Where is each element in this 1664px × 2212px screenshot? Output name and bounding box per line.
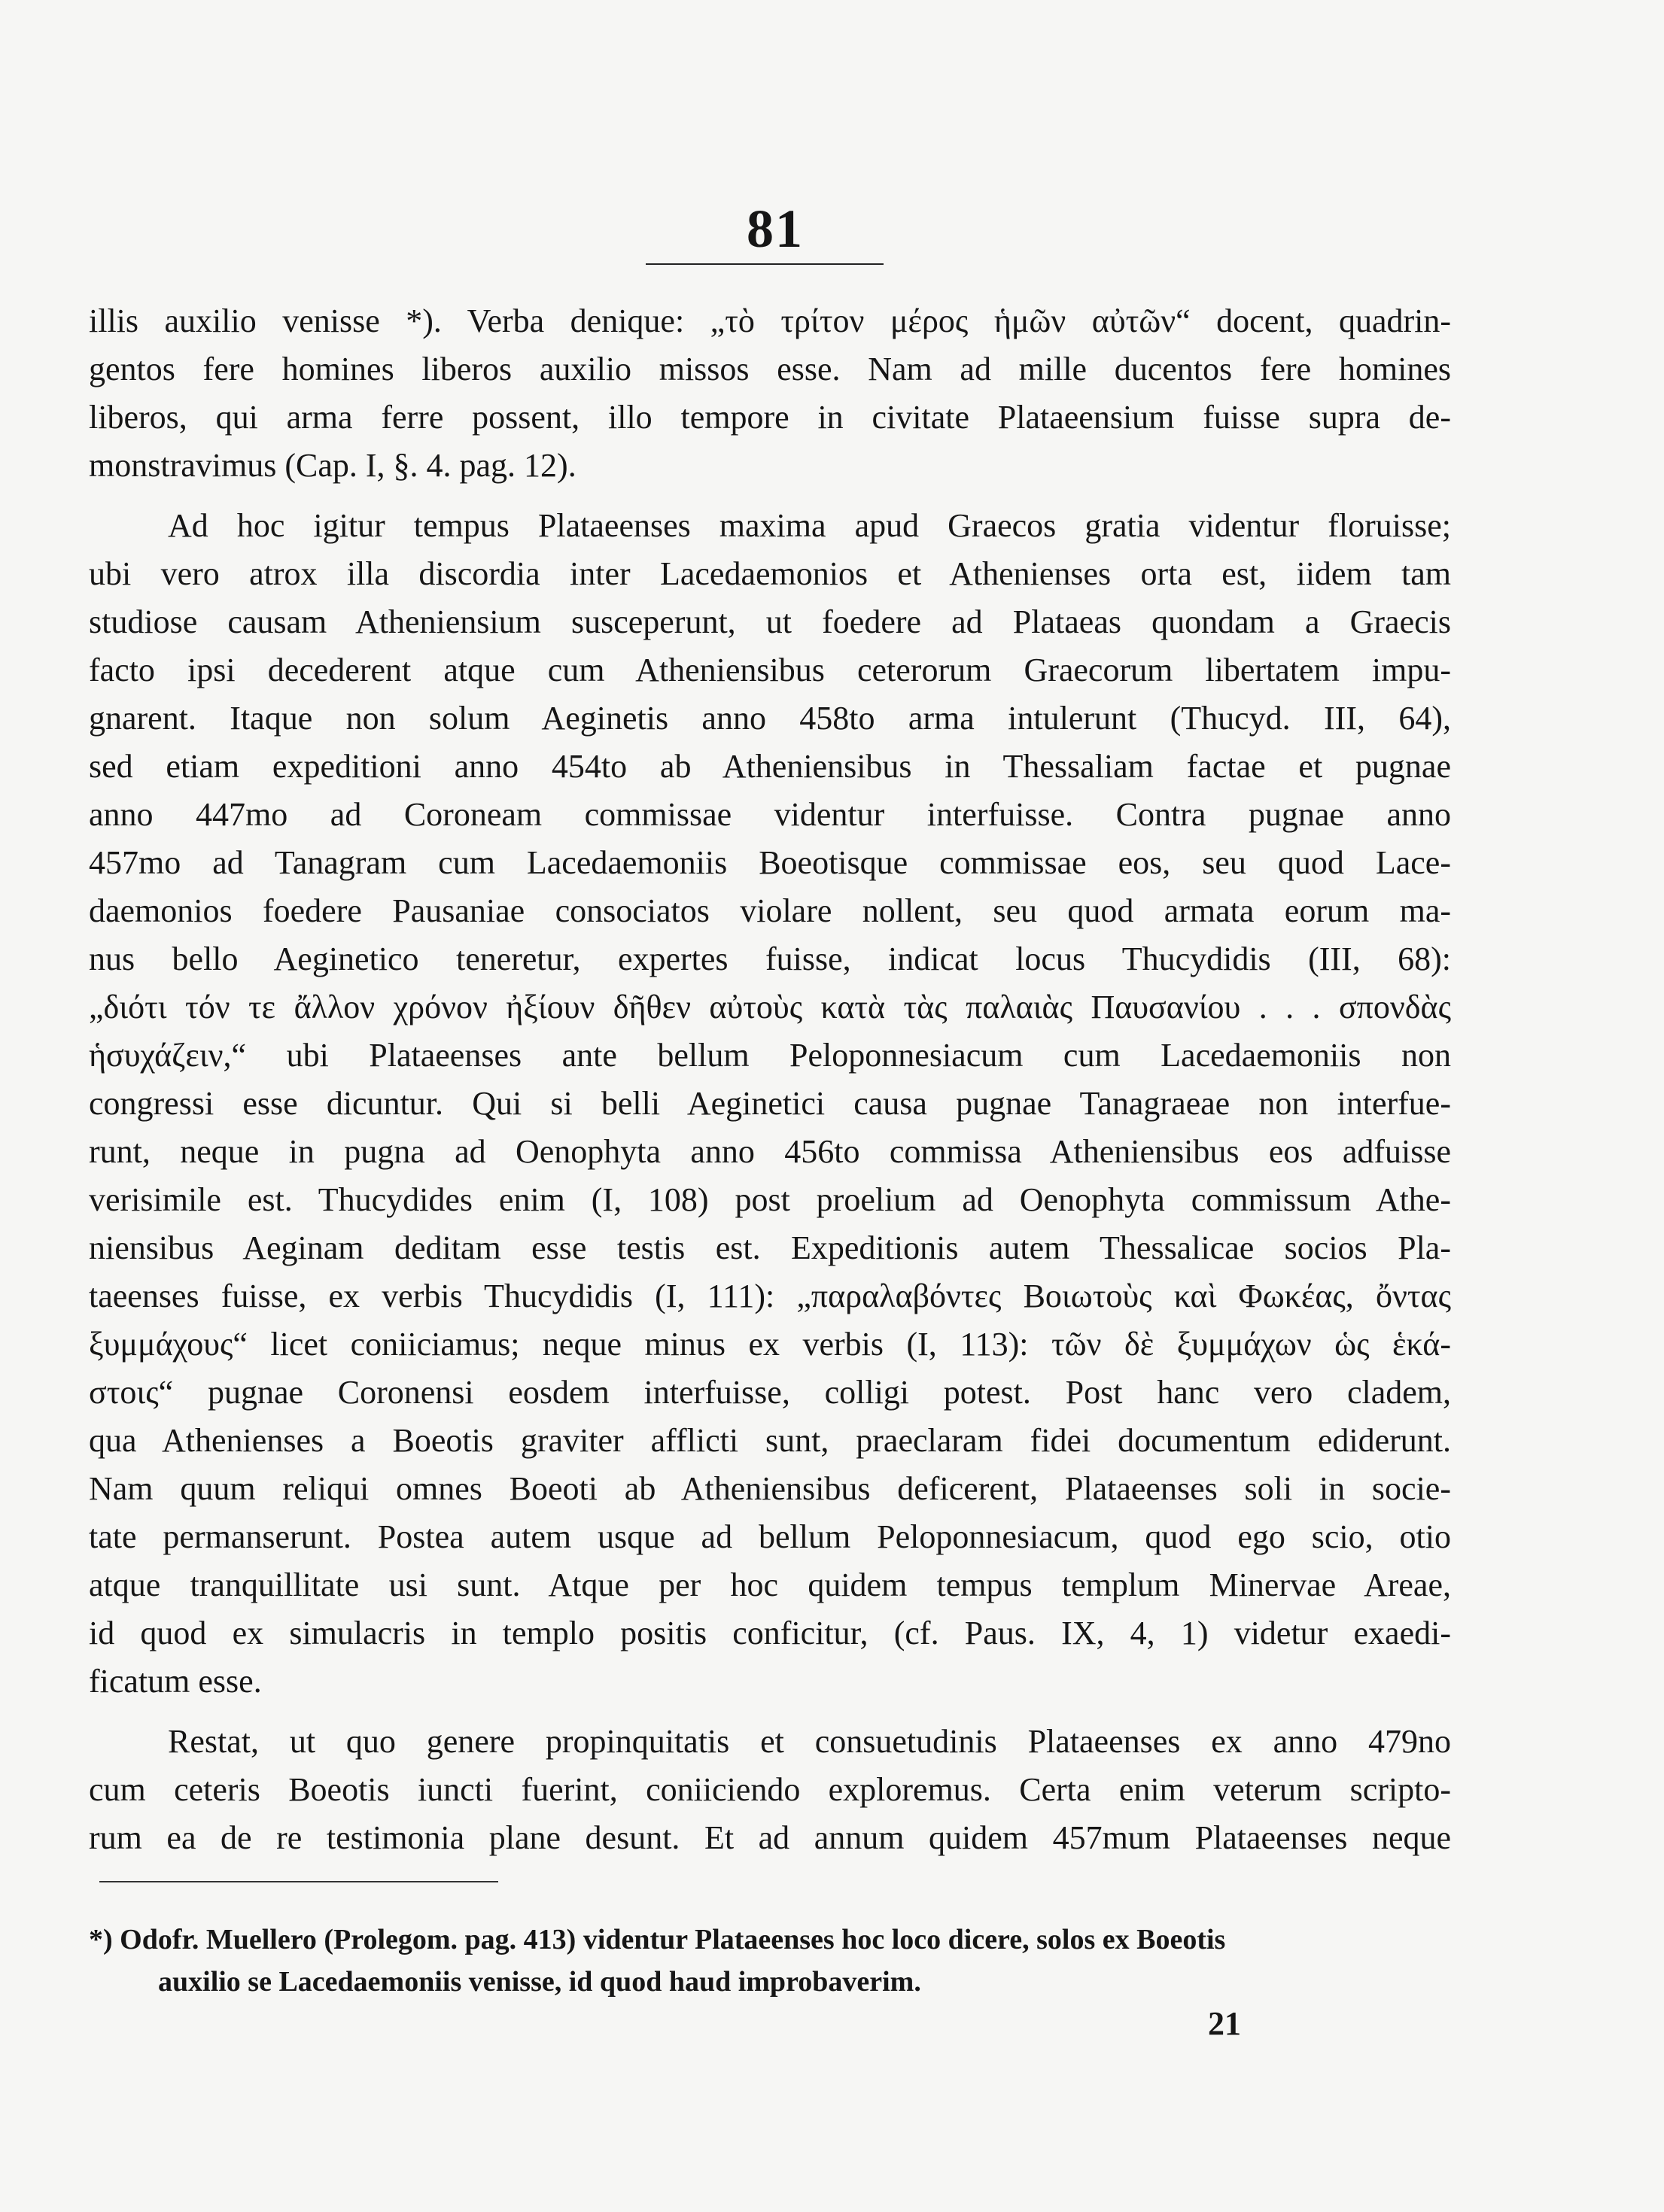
text-line: verisimile est. Thucydides enim (I, 108) post proelium ad Oenophyta commissum Athe- [89, 1181, 1451, 1218]
paragraph-gap [89, 490, 1451, 502]
paragraph-gap [89, 1706, 1451, 1718]
text-line: daemonios foedere Pausaniae consociatos violare nollent, seu quod armata eorum ma- [89, 892, 1451, 929]
text-line: tate permanserunt. Postea autem usque ad bellum Peloponnesiacum, quod ego scio, otio [89, 1518, 1451, 1555]
text-line: 457mo ad Tanagram cum Lacedaemoniis Boeotisque commissae eos, seu quod Lace- [89, 844, 1451, 881]
text-line: sed etiam expeditioni anno 454to ab Atheniensibus in Thessaliam factae et pugnae [89, 748, 1451, 785]
text-line: Ad hoc igitur tempus Plataeenses maxima apud Graecos gratia videntur floruisse; [168, 507, 1451, 544]
signature-mark: 21 [1208, 2005, 1241, 2042]
text-line: ficatum esse. [89, 1663, 262, 1700]
footnote-line: auxilio se Lacedaemoniis venisse, id quod haud improbaverim. [158, 1966, 921, 1998]
text-line: id quod ex simulacris in templo positis conficitur, (cf. Paus. IX, 4, 1) videtur exaedi- [89, 1615, 1451, 1651]
text-line: gnarent. Itaque non solum Aeginetis anno 458to arma intulerunt (Thucyd. III, 64), [89, 700, 1451, 737]
text-line: liberos, qui arma ferre possent, illo tempore in civitate Plataeensium fuisse supra de- [89, 399, 1451, 436]
text-line: ἡσυχάζειν,“ ubi Plataeenses ante bellum Peloponnesiacum cum Lacedaemoniis non [89, 1037, 1451, 1074]
text-line: monstravimus (Cap. I, §. 4. pag. 12). [89, 447, 576, 484]
footnote [89, 1919, 1451, 2003]
footnote-rule [99, 1881, 498, 1882]
text-line: nus bello Aeginetico teneretur, expertes fuisse, indicat locus Thucydidis (III, 68): [89, 940, 1451, 977]
footnote-line: *) Odofr. Muellero (Prolegom. pag. 413) videntur Plataeenses hoc loco dicere, solos ex Boeotis [89, 1924, 1226, 1955]
text-line: qua Athenienses a Boeotis graviter afflicti sunt, praeclaram fidei documentum ediderunt. [89, 1422, 1451, 1459]
body-text [89, 297, 1451, 1862]
text-line: illis auxilio venisse *). Verba denique: „τὸ τρίτον μέρος ἡμῶν αὐτῶν“ docent, quadrin- [89, 302, 1451, 339]
text-line: studiose causam Atheniensium susceperunt, ut foedere ad Plataeas quondam a Graecis [89, 603, 1451, 640]
header-rule [646, 263, 884, 265]
text-line: gentos fere homines liberos auxilio missos esse. Nam ad mille ducentos fere homines [89, 351, 1451, 387]
text-line: anno 447mo ad Coroneam commissae videntur interfuisse. Contra pugnae anno [89, 796, 1451, 833]
page-number: 81 [747, 199, 804, 259]
text-line: niensibus Aeginam deditam esse testis est. Expeditionis autem Thessalicae socios Pla- [89, 1229, 1451, 1266]
text-line: congressi esse dicuntur. Qui si belli Aeginetici causa pugnae Tanagraeae non interfue- [89, 1085, 1451, 1122]
text-line: atque tranquillitate usi sunt. Atque per hoc quidem tempus templum Minervae Areae, [89, 1566, 1451, 1603]
greek-quote-line: „διότι τόν τε ἄλλον χρόνον ἠξίουν δῆθεν αὐτοὺς κατὰ τὰς παλαιὰς Παυσανίου . . . σπονδὰς [89, 989, 1451, 1025]
text-line: rum ea de re testimonia plane desunt. Et ad annum quidem 457mum Plataeenses neque [89, 1819, 1451, 1856]
text-line: facto ipsi decederent atque cum Atheniensibus ceterorum Graecorum libertatem impu- [89, 652, 1451, 688]
text-line: cum ceteris Boeotis iuncti fuerint, coniiciendo exploremus. Certa enim veterum scripto- [89, 1771, 1451, 1808]
text-line: runt, neque in pugna ad Oenophyta anno 456to commissa Atheniensibus eos adfuisse [89, 1133, 1451, 1170]
text-line: στοις“ pugnae Coronensi eosdem interfuisse, colligi potest. Post hanc vero cladem, [89, 1374, 1451, 1411]
text-line: ξυμμάχους“ licet coniiciamus; neque minus ex verbis (I, 113): τῶν δὲ ξυμμάχων ὡς ἑκά- [89, 1326, 1451, 1363]
text-line: Nam quum reliqui omnes Boeoti ab Atheniensibus deficerent, Plataeenses soli in socie- [89, 1470, 1451, 1507]
text-line: ubi vero atrox illa discordia inter Lacedaemonios et Athenienses orta est, iidem tam [89, 555, 1451, 592]
text-line: taeenses fuisse, ex verbis Thucydidis (I, 111): „παραλαβόντες Βοιωτοὺς καὶ Φωκέας, ὄντας [89, 1278, 1451, 1314]
text-line: Restat, ut quo genere propinquitatis et consuetudinis Plataeenses ex anno 479no [168, 1723, 1451, 1760]
